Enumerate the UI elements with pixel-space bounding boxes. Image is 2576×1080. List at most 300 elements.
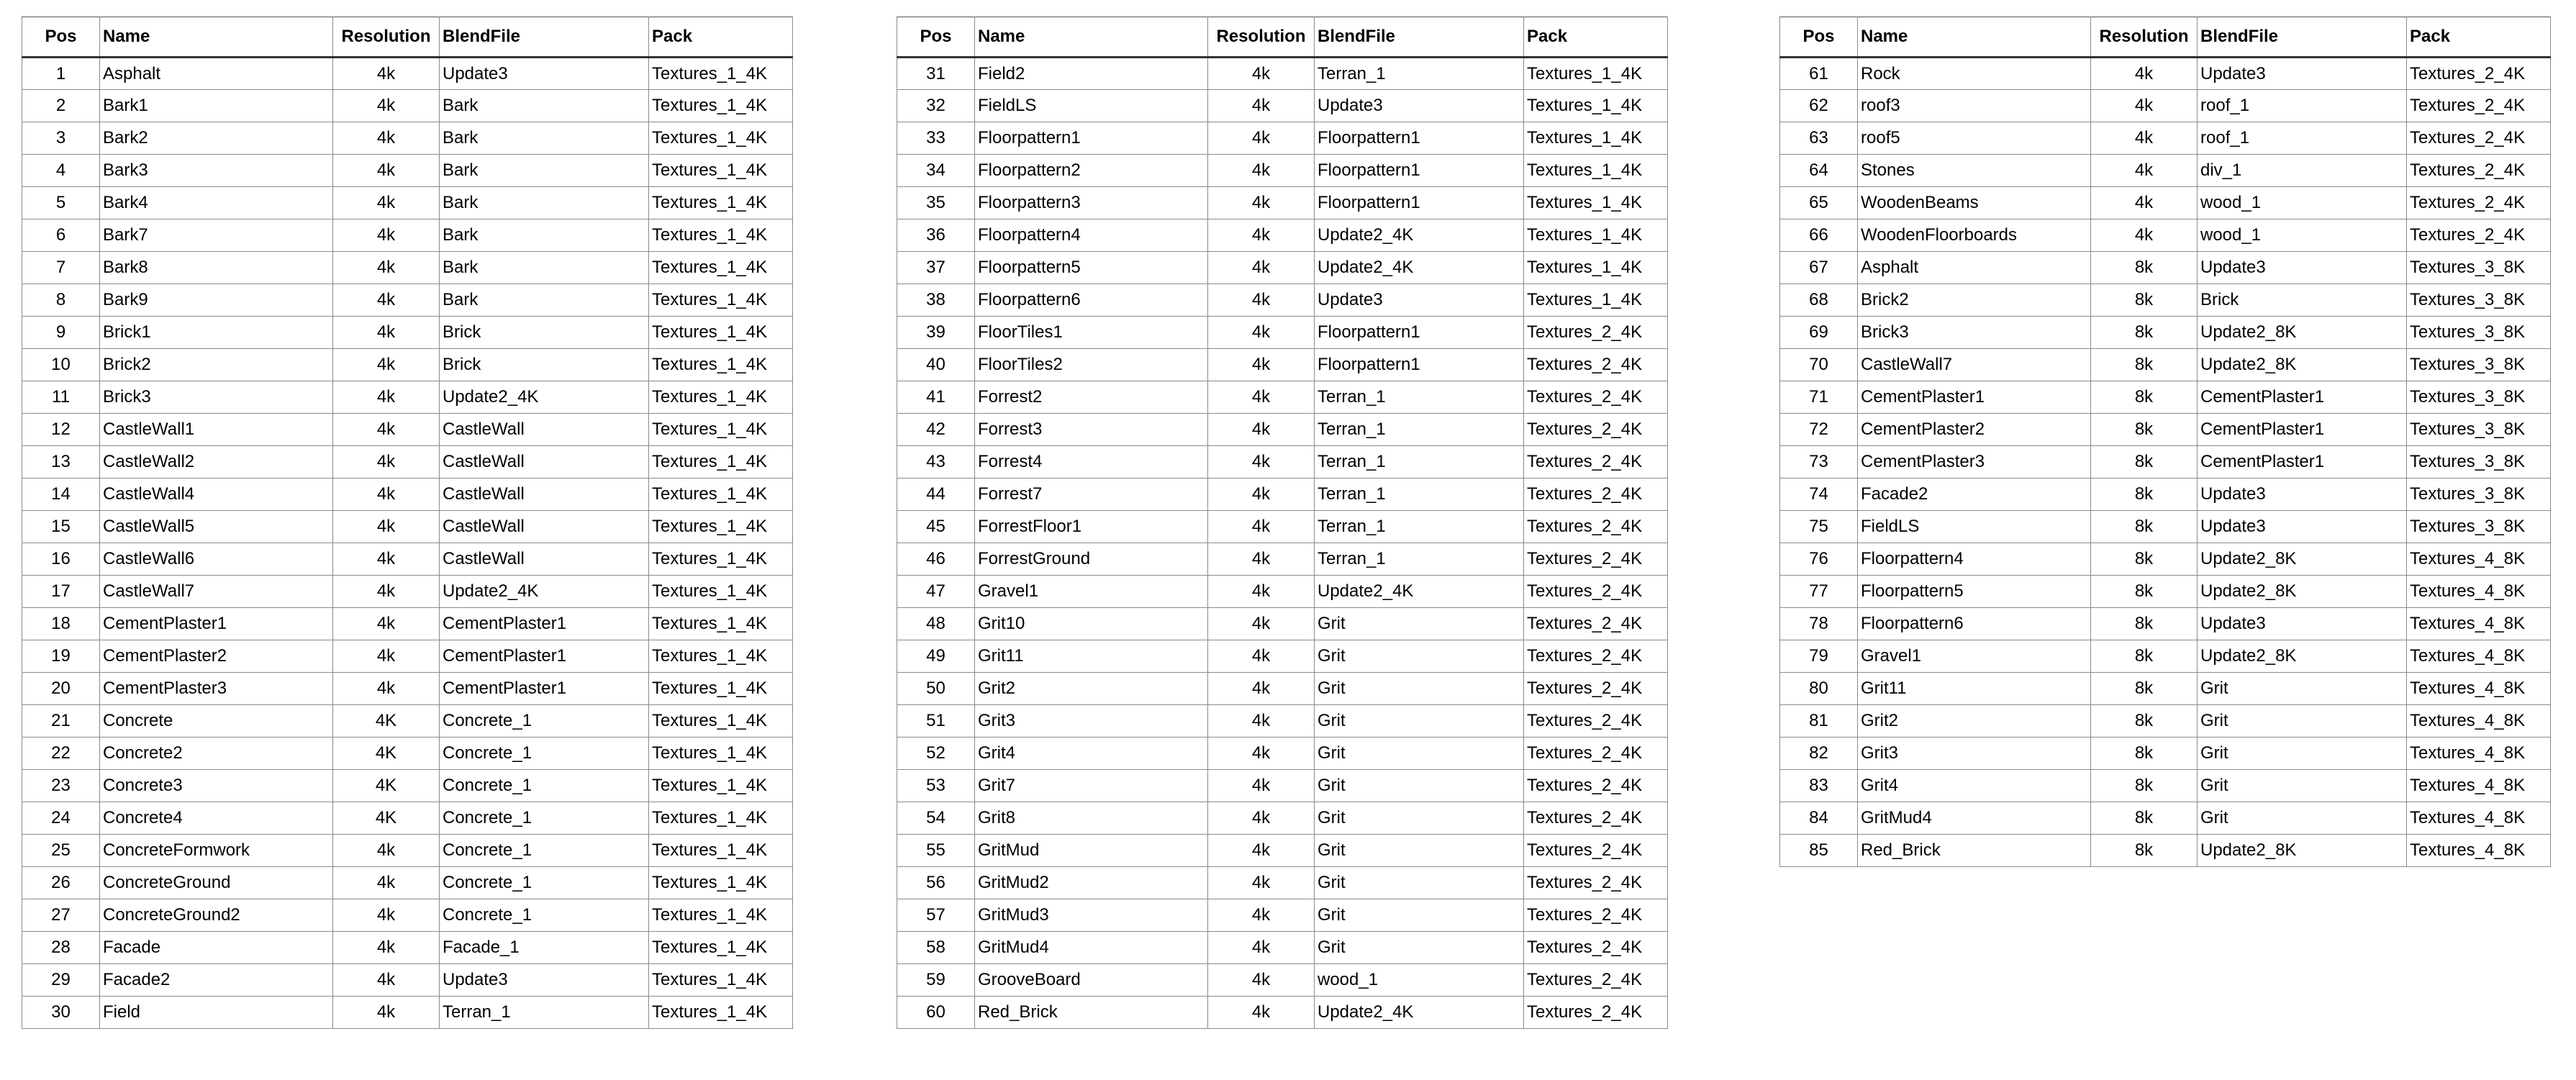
cell-blendfile: CastleWall xyxy=(440,543,649,576)
cell-resolution: 4k xyxy=(333,122,440,155)
cell-pack: Textures_2_4K xyxy=(1524,932,1668,964)
cell-blendfile: Brick xyxy=(440,317,649,349)
cell-blendfile: Grit xyxy=(1315,738,1524,770)
cell-pack: Textures_4_8K xyxy=(2407,738,2551,770)
cell-name: Grit3 xyxy=(1858,738,2091,770)
cell-blendfile: Concrete_1 xyxy=(440,705,649,738)
cell-name: Forrest3 xyxy=(975,414,1208,446)
cell-resolution: 4k xyxy=(333,219,440,252)
cell-name: CastleWall6 xyxy=(100,543,333,576)
table-row xyxy=(22,349,793,381)
cell-pos: 22 xyxy=(22,738,100,770)
cell-name: Bark3 xyxy=(100,155,333,187)
cell-pos: 17 xyxy=(22,576,100,608)
cell-resolution: 4k xyxy=(1208,640,1315,673)
cell-resolution: 4k xyxy=(1208,446,1315,478)
cell-resolution: 4k xyxy=(1208,964,1315,997)
cell-name: FloorTiles1 xyxy=(975,317,1208,349)
cell-blendfile: Update2_4K xyxy=(440,381,649,414)
cell-pos: 39 xyxy=(897,317,975,349)
cell-resolution: 8k xyxy=(2091,478,2198,511)
cell-resolution: 4k xyxy=(1208,899,1315,932)
cell-pos: 24 xyxy=(22,802,100,835)
table-row xyxy=(897,899,1668,932)
cell-name: Floorpattern4 xyxy=(1858,543,2091,576)
table-row xyxy=(897,478,1668,511)
cell-blendfile: Update3 xyxy=(2198,58,2407,90)
cell-resolution: 4k xyxy=(333,576,440,608)
cell-name: CastleWall2 xyxy=(100,446,333,478)
cell-pos: 69 xyxy=(1780,317,1858,349)
table-row xyxy=(1780,802,2551,835)
cell-pack: Textures_2_4K xyxy=(1524,964,1668,997)
cell-blendfile: Terran_1 xyxy=(1315,446,1524,478)
table-row xyxy=(22,58,793,90)
table-header xyxy=(897,17,1668,58)
table-row xyxy=(1780,219,2551,252)
cell-resolution: 4k xyxy=(1208,381,1315,414)
cell-pack: Textures_1_4K xyxy=(1524,90,1668,122)
cell-pos: 37 xyxy=(897,252,975,284)
table-row xyxy=(897,802,1668,835)
cell-pos: 68 xyxy=(1780,284,1858,317)
cell-blendfile: Update2_4K xyxy=(1315,997,1524,1029)
cell-pos: 65 xyxy=(1780,187,1858,219)
cell-resolution: 4k xyxy=(333,414,440,446)
cell-name: Floorpattern1 xyxy=(975,122,1208,155)
cell-pos: 9 xyxy=(22,317,100,349)
cell-resolution: 4k xyxy=(333,349,440,381)
cell-name: Concrete2 xyxy=(100,738,333,770)
cell-pack: Textures_2_4K xyxy=(1524,705,1668,738)
cell-pack: Textures_1_4K xyxy=(649,640,793,673)
cell-pos: 66 xyxy=(1780,219,1858,252)
cell-pos: 8 xyxy=(22,284,100,317)
cell-pack: Textures_2_4K xyxy=(1524,997,1668,1029)
cell-name: ConcreteGround xyxy=(100,867,333,899)
cell-pack: Textures_1_4K xyxy=(649,997,793,1029)
cell-name: CastleWall1 xyxy=(100,414,333,446)
cell-pos: 33 xyxy=(897,122,975,155)
cell-blendfile: Concrete_1 xyxy=(440,867,649,899)
cell-pos: 48 xyxy=(897,608,975,640)
cell-pos: 82 xyxy=(1780,738,1858,770)
cell-blendfile: Bark xyxy=(440,122,649,155)
cell-pack: Textures_1_4K xyxy=(649,802,793,835)
cell-resolution: 4k xyxy=(333,899,440,932)
cell-pos: 18 xyxy=(22,608,100,640)
cell-name: Grit4 xyxy=(1858,770,2091,802)
cell-resolution: 4k xyxy=(2091,90,2198,122)
cell-pos: 29 xyxy=(22,964,100,997)
cell-blendfile: Grit xyxy=(1315,899,1524,932)
table-row xyxy=(1780,543,2551,576)
cell-blendfile: Grit xyxy=(1315,673,1524,705)
cell-resolution: 4k xyxy=(1208,349,1315,381)
cell-pos: 64 xyxy=(1780,155,1858,187)
cell-resolution: 4k xyxy=(333,155,440,187)
cell-name: CementPlaster2 xyxy=(1858,414,2091,446)
cell-pack: Textures_2_4K xyxy=(2407,58,2551,90)
table-row xyxy=(897,58,1668,90)
table-row xyxy=(22,899,793,932)
cell-blendfile: roof_1 xyxy=(2198,122,2407,155)
cell-name: Floorpattern6 xyxy=(975,284,1208,317)
cell-name: Floorpattern5 xyxy=(1858,576,2091,608)
cell-pos: 35 xyxy=(897,187,975,219)
cell-blendfile: Grit xyxy=(2198,770,2407,802)
cell-name: CastleWall7 xyxy=(1858,349,2091,381)
cell-pos: 38 xyxy=(897,284,975,317)
cell-blendfile: Update2_4K xyxy=(1315,576,1524,608)
cell-pack: Textures_2_4K xyxy=(2407,155,2551,187)
cell-resolution: 4k xyxy=(333,284,440,317)
cell-pack: Textures_1_4K xyxy=(649,738,793,770)
table-row xyxy=(22,673,793,705)
cell-pack: Textures_1_4K xyxy=(649,122,793,155)
cell-pos: 80 xyxy=(1780,673,1858,705)
cell-pack: Textures_4_8K xyxy=(2407,640,2551,673)
cell-pos: 50 xyxy=(897,673,975,705)
cell-name: Forrest4 xyxy=(975,446,1208,478)
cell-name: roof3 xyxy=(1858,90,2091,122)
cell-pack: Textures_4_8K xyxy=(2407,576,2551,608)
cell-name: Grit8 xyxy=(975,802,1208,835)
cell-resolution: 8k xyxy=(2091,446,2198,478)
cell-pack: Textures_1_4K xyxy=(649,317,793,349)
cell-name: FieldLS xyxy=(1858,511,2091,543)
cell-pos: 21 xyxy=(22,705,100,738)
header-blendfile: BlendFile xyxy=(1315,17,1524,58)
cell-resolution: 4k xyxy=(1208,867,1315,899)
cell-blendfile: CementPlaster1 xyxy=(2198,381,2407,414)
table-row xyxy=(897,932,1668,964)
cell-resolution: 4k xyxy=(2091,187,2198,219)
cell-resolution: 4K xyxy=(333,738,440,770)
cell-pack: Textures_2_4K xyxy=(2407,90,2551,122)
cell-pos: 12 xyxy=(22,414,100,446)
table-row xyxy=(22,381,793,414)
cell-resolution: 4k xyxy=(333,867,440,899)
table-row xyxy=(897,90,1668,122)
cell-blendfile: Grit xyxy=(1315,640,1524,673)
cell-resolution: 8k xyxy=(2091,738,2198,770)
cell-resolution: 4k xyxy=(333,835,440,867)
cell-name: Rock xyxy=(1858,58,2091,90)
table-row xyxy=(897,381,1668,414)
cell-resolution: 4k xyxy=(2091,219,2198,252)
cell-blendfile: Terran_1 xyxy=(1315,543,1524,576)
cell-pos: 20 xyxy=(22,673,100,705)
table-row xyxy=(1780,608,2551,640)
cell-resolution: 4k xyxy=(1208,122,1315,155)
cell-resolution: 4k xyxy=(1208,802,1315,835)
cell-pos: 3 xyxy=(22,122,100,155)
cell-blendfile: Bark xyxy=(440,155,649,187)
cell-resolution: 8k xyxy=(2091,511,2198,543)
table-row xyxy=(1780,414,2551,446)
cell-name: Bark7 xyxy=(100,219,333,252)
cell-name: CementPlaster3 xyxy=(100,673,333,705)
table-row xyxy=(22,187,793,219)
cell-name: ConcreteGround2 xyxy=(100,899,333,932)
cell-pos: 61 xyxy=(1780,58,1858,90)
table-row xyxy=(897,705,1668,738)
cell-pack: Textures_2_4K xyxy=(1524,414,1668,446)
cell-pack: Textures_1_4K xyxy=(649,58,793,90)
table-row xyxy=(897,284,1668,317)
cell-pack: Textures_3_8K xyxy=(2407,349,2551,381)
cell-pos: 36 xyxy=(897,219,975,252)
cell-pos: 73 xyxy=(1780,446,1858,478)
header-pack: Pack xyxy=(2407,17,2551,58)
cell-pack: Textures_2_4K xyxy=(2407,122,2551,155)
cell-pack: Textures_1_4K xyxy=(649,673,793,705)
cell-pack: Textures_3_8K xyxy=(2407,511,2551,543)
cell-name: Bark4 xyxy=(100,187,333,219)
cell-pos: 63 xyxy=(1780,122,1858,155)
table-row xyxy=(1780,58,2551,90)
cell-blendfile: Floorpattern1 xyxy=(1315,122,1524,155)
cell-resolution: 4k xyxy=(1208,252,1315,284)
cell-resolution: 4k xyxy=(333,640,440,673)
cell-pos: 41 xyxy=(897,381,975,414)
cell-pos: 45 xyxy=(897,511,975,543)
table-row xyxy=(1780,446,2551,478)
cell-pack: Textures_4_8K xyxy=(2407,608,2551,640)
header-name: Name xyxy=(100,17,333,58)
table-row xyxy=(1780,835,2551,867)
cell-blendfile: CementPlaster1 xyxy=(440,673,649,705)
cell-pos: 71 xyxy=(1780,381,1858,414)
cell-pack: Textures_2_4K xyxy=(1524,317,1668,349)
cell-blendfile: Grit xyxy=(2198,673,2407,705)
table-row xyxy=(22,932,793,964)
table-row xyxy=(22,608,793,640)
table-row xyxy=(897,349,1668,381)
cell-pack: Textures_2_4K xyxy=(1524,511,1668,543)
table-row xyxy=(1780,381,2551,414)
cell-name: Asphalt xyxy=(100,58,333,90)
cell-blendfile: Grit xyxy=(2198,802,2407,835)
table-body xyxy=(1780,58,2551,867)
cell-pos: 58 xyxy=(897,932,975,964)
cell-blendfile: wood_1 xyxy=(2198,219,2407,252)
cell-pos: 23 xyxy=(22,770,100,802)
table-row xyxy=(897,576,1668,608)
table-row xyxy=(1780,90,2551,122)
cell-blendfile: Floorpattern1 xyxy=(1315,155,1524,187)
table-row xyxy=(1780,284,2551,317)
cell-pack: Textures_4_8K xyxy=(2407,802,2551,835)
cell-pos: 55 xyxy=(897,835,975,867)
cell-blendfile: CastleWall xyxy=(440,414,649,446)
cell-pack: Textures_1_4K xyxy=(649,608,793,640)
cell-pack: Textures_1_4K xyxy=(649,187,793,219)
cell-resolution: 4k xyxy=(333,58,440,90)
header-pos: Pos xyxy=(1780,17,1858,58)
cell-name: Grit10 xyxy=(975,608,1208,640)
cell-name: Brick3 xyxy=(100,381,333,414)
cell-blendfile: Bark xyxy=(440,252,649,284)
cell-blendfile: Update3 xyxy=(2198,608,2407,640)
cell-resolution: 8k xyxy=(2091,835,2198,867)
cell-blendfile: Update3 xyxy=(440,58,649,90)
header-pack: Pack xyxy=(649,17,793,58)
cell-blendfile: CementPlaster1 xyxy=(440,640,649,673)
cell-pack: Textures_1_4K xyxy=(649,155,793,187)
cell-pos: 74 xyxy=(1780,478,1858,511)
cell-resolution: 8k xyxy=(2091,414,2198,446)
cell-resolution: 4k xyxy=(333,187,440,219)
cell-resolution: 8k xyxy=(2091,576,2198,608)
cell-resolution: 8k xyxy=(2091,802,2198,835)
cell-pos: 76 xyxy=(1780,543,1858,576)
cell-blendfile: Update2_4K xyxy=(440,576,649,608)
cell-name: Red_Brick xyxy=(1858,835,2091,867)
cell-name: Gravel1 xyxy=(1858,640,2091,673)
cell-pos: 2 xyxy=(22,90,100,122)
cell-resolution: 4k xyxy=(333,252,440,284)
table-row xyxy=(897,608,1668,640)
cell-pack: Textures_1_4K xyxy=(649,252,793,284)
cell-resolution: 8k xyxy=(2091,673,2198,705)
cell-name: Grit7 xyxy=(975,770,1208,802)
table-row xyxy=(22,219,793,252)
cell-pack: Textures_1_4K xyxy=(649,446,793,478)
cell-resolution: 4k xyxy=(1208,932,1315,964)
cell-blendfile: Grit xyxy=(2198,705,2407,738)
cell-name: Field2 xyxy=(975,58,1208,90)
cell-pack: Textures_3_8K xyxy=(2407,317,2551,349)
cell-pos: 16 xyxy=(22,543,100,576)
cell-name: GritMud2 xyxy=(975,867,1208,899)
cell-resolution: 4k xyxy=(1208,155,1315,187)
cell-blendfile: wood_1 xyxy=(2198,187,2407,219)
table-row xyxy=(897,511,1668,543)
cell-blendfile: Terran_1 xyxy=(1315,511,1524,543)
cell-pos: 53 xyxy=(897,770,975,802)
cell-blendfile: Update3 xyxy=(1315,90,1524,122)
cell-pack: Textures_1_4K xyxy=(1524,252,1668,284)
cell-resolution: 4k xyxy=(1208,543,1315,576)
table-row xyxy=(1780,576,2551,608)
table-row xyxy=(897,543,1668,576)
cell-pack: Textures_2_4K xyxy=(1524,835,1668,867)
cell-pack: Textures_2_4K xyxy=(1524,576,1668,608)
cell-blendfile: Facade_1 xyxy=(440,932,649,964)
cell-blendfile: CastleWall xyxy=(440,446,649,478)
table-row xyxy=(897,155,1668,187)
cell-pos: 28 xyxy=(22,932,100,964)
cell-pack: Textures_4_8K xyxy=(2407,835,2551,867)
cell-resolution: 4k xyxy=(333,381,440,414)
cell-pack: Textures_3_8K xyxy=(2407,284,2551,317)
table-row xyxy=(22,414,793,446)
cell-blendfile: wood_1 xyxy=(1315,964,1524,997)
table-row xyxy=(22,155,793,187)
table-body xyxy=(22,58,793,1029)
cell-blendfile: CementPlaster1 xyxy=(2198,414,2407,446)
table-row xyxy=(897,770,1668,802)
cell-blendfile: Terran_1 xyxy=(1315,58,1524,90)
cell-blendfile: Update2_8K xyxy=(2198,835,2407,867)
cell-blendfile: Brick xyxy=(2198,284,2407,317)
cell-resolution: 4k xyxy=(1208,58,1315,90)
table-row xyxy=(1780,187,2551,219)
cell-pack: Textures_1_4K xyxy=(649,835,793,867)
cell-blendfile: Grit xyxy=(1315,802,1524,835)
cell-blendfile: Grit xyxy=(2198,738,2407,770)
cell-pack: Textures_3_8K xyxy=(2407,381,2551,414)
cell-name: WoodenFloorboards xyxy=(1858,219,2091,252)
cell-resolution: 4k xyxy=(2091,58,2198,90)
table-row xyxy=(1780,349,2551,381)
table-row xyxy=(897,673,1668,705)
cell-blendfile: Update2_8K xyxy=(2198,640,2407,673)
cell-pack: Textures_2_4K xyxy=(1524,673,1668,705)
cell-name: FloorTiles2 xyxy=(975,349,1208,381)
cell-resolution: 4k xyxy=(333,511,440,543)
table-row xyxy=(897,964,1668,997)
cell-pack: Textures_1_4K xyxy=(649,478,793,511)
cell-pack: Textures_1_4K xyxy=(1524,155,1668,187)
cell-name: Red_Brick xyxy=(975,997,1208,1029)
cell-pos: 26 xyxy=(22,867,100,899)
cell-resolution: 4k xyxy=(1208,770,1315,802)
cell-pack: Textures_2_4K xyxy=(1524,478,1668,511)
cell-pos: 83 xyxy=(1780,770,1858,802)
table-row xyxy=(22,478,793,511)
cell-resolution: 8k xyxy=(2091,252,2198,284)
cell-pos: 15 xyxy=(22,511,100,543)
table-row xyxy=(897,640,1668,673)
table-row xyxy=(22,802,793,835)
cell-pos: 14 xyxy=(22,478,100,511)
cell-blendfile: Bark xyxy=(440,284,649,317)
cell-resolution: 4k xyxy=(1208,90,1315,122)
cell-pos: 31 xyxy=(897,58,975,90)
cell-blendfile: CastleWall xyxy=(440,511,649,543)
cell-pack: Textures_2_4K xyxy=(1524,738,1668,770)
cell-blendfile: Grit xyxy=(1315,932,1524,964)
table-row xyxy=(1780,705,2551,738)
cell-pack: Textures_3_8K xyxy=(2407,478,2551,511)
cell-name: Concrete4 xyxy=(100,802,333,835)
cell-name: Grit3 xyxy=(975,705,1208,738)
cell-name: CementPlaster3 xyxy=(1858,446,2091,478)
texture-table-1 xyxy=(22,17,793,1029)
header-pos: Pos xyxy=(22,17,100,58)
cell-pos: 5 xyxy=(22,187,100,219)
header-blendfile: BlendFile xyxy=(440,17,649,58)
cell-pack: Textures_1_4K xyxy=(1524,58,1668,90)
cell-name: ForrestFloor1 xyxy=(975,511,1208,543)
cell-pos: 85 xyxy=(1780,835,1858,867)
table-row xyxy=(22,284,793,317)
cell-name: Grit2 xyxy=(1858,705,2091,738)
cell-resolution: 8k xyxy=(2091,640,2198,673)
table-row xyxy=(22,511,793,543)
cell-name: CementPlaster1 xyxy=(1858,381,2091,414)
cell-name: Facade2 xyxy=(100,964,333,997)
cell-name: GritMud xyxy=(975,835,1208,867)
cell-pack: Textures_1_4K xyxy=(649,867,793,899)
cell-name: CastleWall5 xyxy=(100,511,333,543)
cell-pack: Textures_1_4K xyxy=(649,899,793,932)
cell-blendfile: Update3 xyxy=(2198,511,2407,543)
cell-pos: 10 xyxy=(22,349,100,381)
